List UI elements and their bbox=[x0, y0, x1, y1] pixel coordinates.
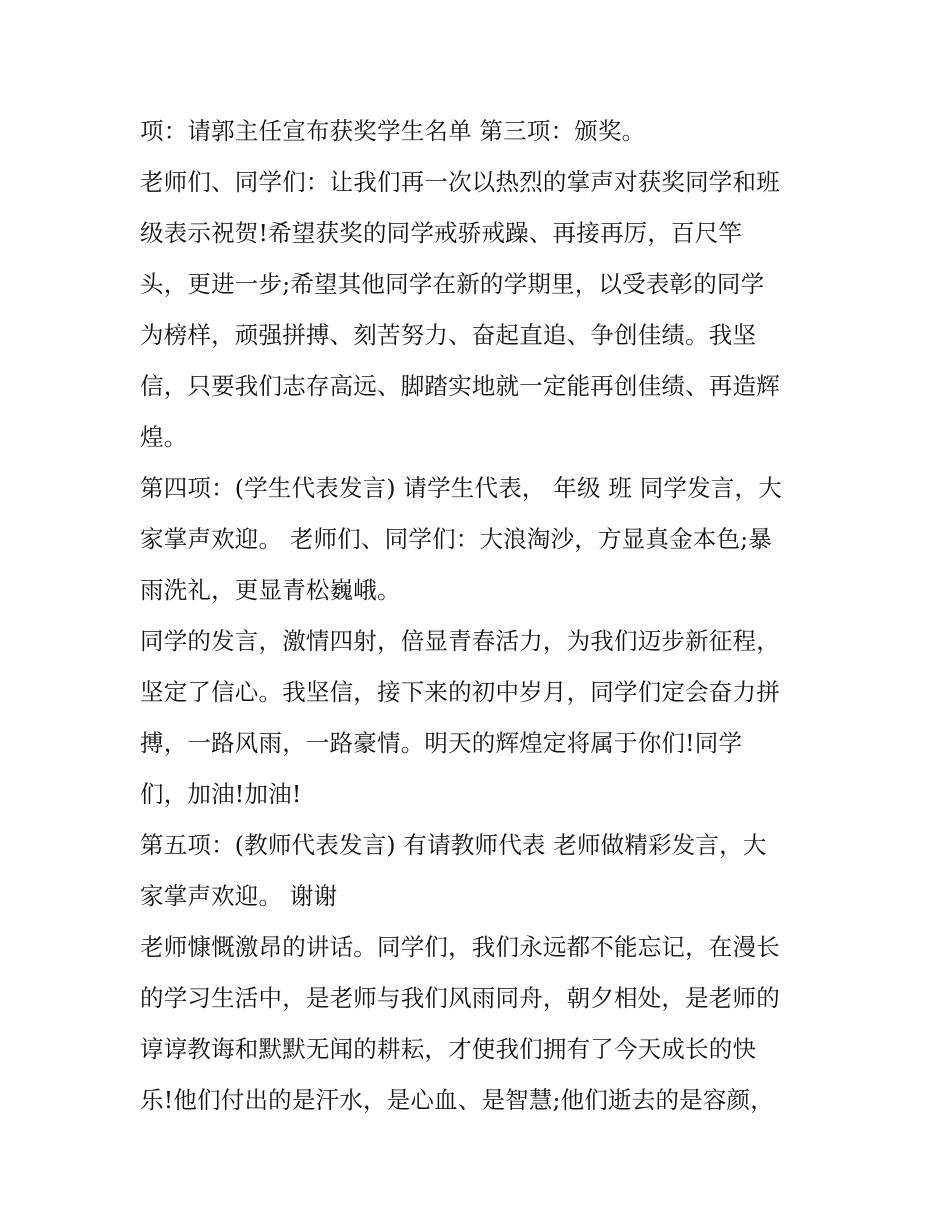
text-line: 谆谆教诲和默默无闻的耕耘，才使我们拥有了今天成长的快 bbox=[140, 1035, 757, 1063]
text-line: 乐!他们付出的是汗水，是心血、是智慧;他们逝去的是容颜， bbox=[140, 1086, 774, 1114]
text-line: 为榜样，顽强拼搏、刻苦努力、奋起直追、争创佳绩。我坚 bbox=[140, 321, 757, 349]
text-line: 煌。 bbox=[140, 423, 188, 451]
text-line: 坚定了信心。我坚信，接下来的初中岁月，同学们定会奋力拼 bbox=[140, 678, 780, 706]
text-line: 老师慷慨激昂的讲话。同学们，我们永远都不能忘记，在漫长 bbox=[140, 933, 780, 961]
text-line: 头，更进一步;希望其他同学在新的学期里，以受表彰的同学 bbox=[140, 270, 765, 298]
text-line: 级表示祝贺!希望获奖的同学戒骄戒躁、再接再厉，百尺竿 bbox=[140, 219, 743, 247]
text-line: 项：请郭主任宣布获奖学生名单 第三项：颁奖。 bbox=[140, 117, 646, 145]
text-line: 搏，一路风雨，一路豪情。明天的辉煌定将属于你们!同学 bbox=[140, 729, 743, 757]
text-line: 家掌声欢迎。 老师们、同学们：大浪淘沙，方显真金本色;暴 bbox=[140, 525, 772, 553]
document-body bbox=[140, 106, 820, 1126]
text-line: 第四项：(学生代表发言) 请学生代表， 年级 班 同学发言，大 bbox=[140, 474, 782, 502]
text-line: 家掌声欢迎。 谢谢 bbox=[140, 882, 338, 910]
text-line: 同学的发言，激情四射，倍显青春活力，为我们迈步新征程， bbox=[140, 627, 780, 655]
text-line: 信，只要我们志存高远、脚踏实地就一定能再创佳绩、再造辉 bbox=[140, 372, 780, 400]
text-line: 的学习生活中，是老师与我们风雨同舟，朝夕相处，是老师的 bbox=[140, 984, 780, 1012]
text-line: 们，加油!加油! bbox=[140, 780, 302, 808]
text-line: 第五项：(教师代表发言) 有请教师代表 老师做精彩发言，大 bbox=[140, 831, 767, 859]
text-line: 雨洗礼，更显青松巍峨。 bbox=[140, 576, 401, 604]
text-line: 老师们、同学们：让我们再一次以热烈的掌声对获奖同学和班 bbox=[140, 168, 780, 196]
